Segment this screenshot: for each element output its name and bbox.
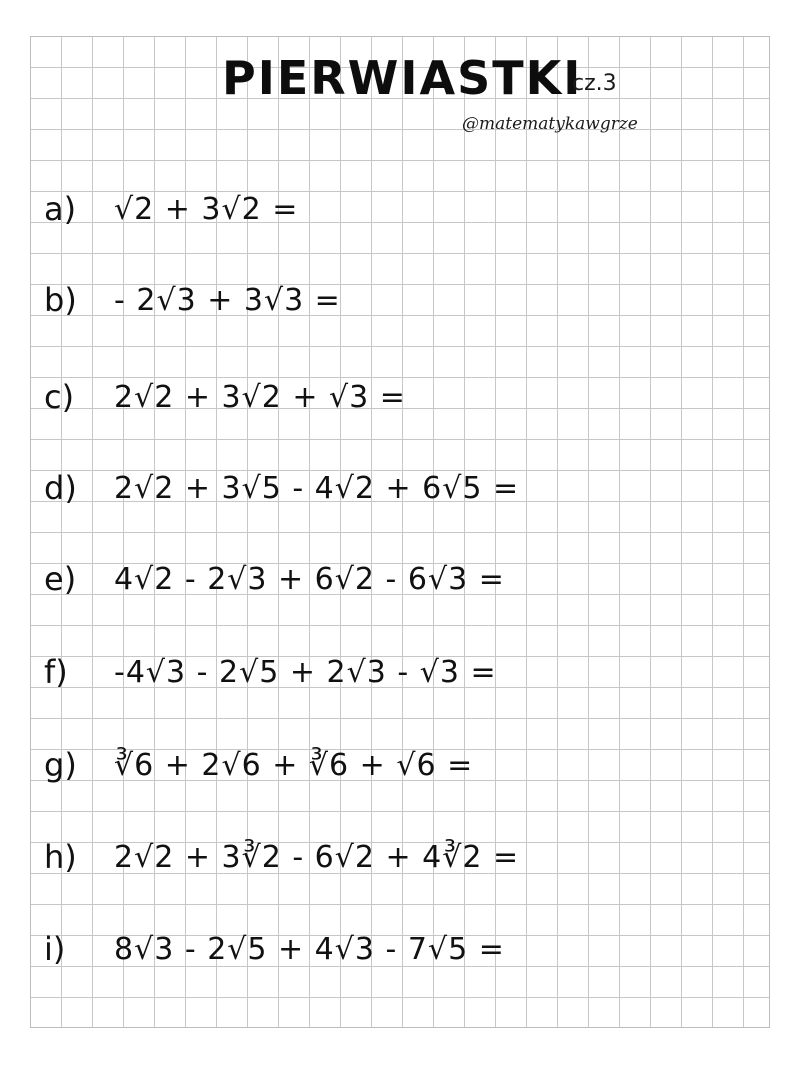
- page-title: PIERWIASTKI: [222, 51, 583, 105]
- exercise-label: e): [44, 560, 77, 598]
- exercise-expression: 2√2 + 3√5 - 4√2 + 6√5 =: [114, 470, 520, 506]
- exercise-expression: ∛6 + 2√6 + ∛6 + √6 =: [114, 747, 474, 783]
- author-handle: @matematykawgrze: [462, 114, 638, 134]
- exercise-i: [44, 924, 505, 974]
- exercise-expression: - 2√3 + 3√3 =: [114, 282, 341, 318]
- exercise-g: [44, 740, 473, 790]
- exercise-label: h): [44, 838, 77, 876]
- page-subtitle: cz.3: [572, 71, 617, 96]
- exercise-expression: 8√3 - 2√5 + 4√3 - 7√5 =: [114, 931, 505, 967]
- exercise-expression: √2 + 3√2 =: [114, 191, 299, 227]
- exercise-label: f): [44, 653, 68, 691]
- exercise-expression: -4√3 - 2√5 + 2√3 - √3 =: [114, 654, 497, 690]
- exercise-b: [44, 275, 341, 325]
- exercise-a: [44, 184, 298, 234]
- exercise-label: i): [44, 930, 66, 968]
- exercise-h: [44, 832, 519, 882]
- exercise-label: d): [44, 469, 77, 507]
- exercise-label: a): [44, 190, 77, 228]
- exercise-c: [44, 372, 406, 422]
- exercise-f: [44, 647, 497, 697]
- exercise-label: b): [44, 281, 77, 319]
- exercise-expression: 2√2 + 3√2 + √3 =: [114, 379, 406, 415]
- exercise-expression: 2√2 + 3∛2 - 6√2 + 4∛2 =: [114, 839, 520, 875]
- exercise-expression: 4√2 - 2√3 + 6√2 - 6√3 =: [114, 561, 505, 597]
- exercise-label: g): [44, 746, 77, 784]
- exercise-label: c): [44, 378, 75, 416]
- exercise-d: [44, 463, 519, 513]
- exercise-e: [44, 554, 505, 604]
